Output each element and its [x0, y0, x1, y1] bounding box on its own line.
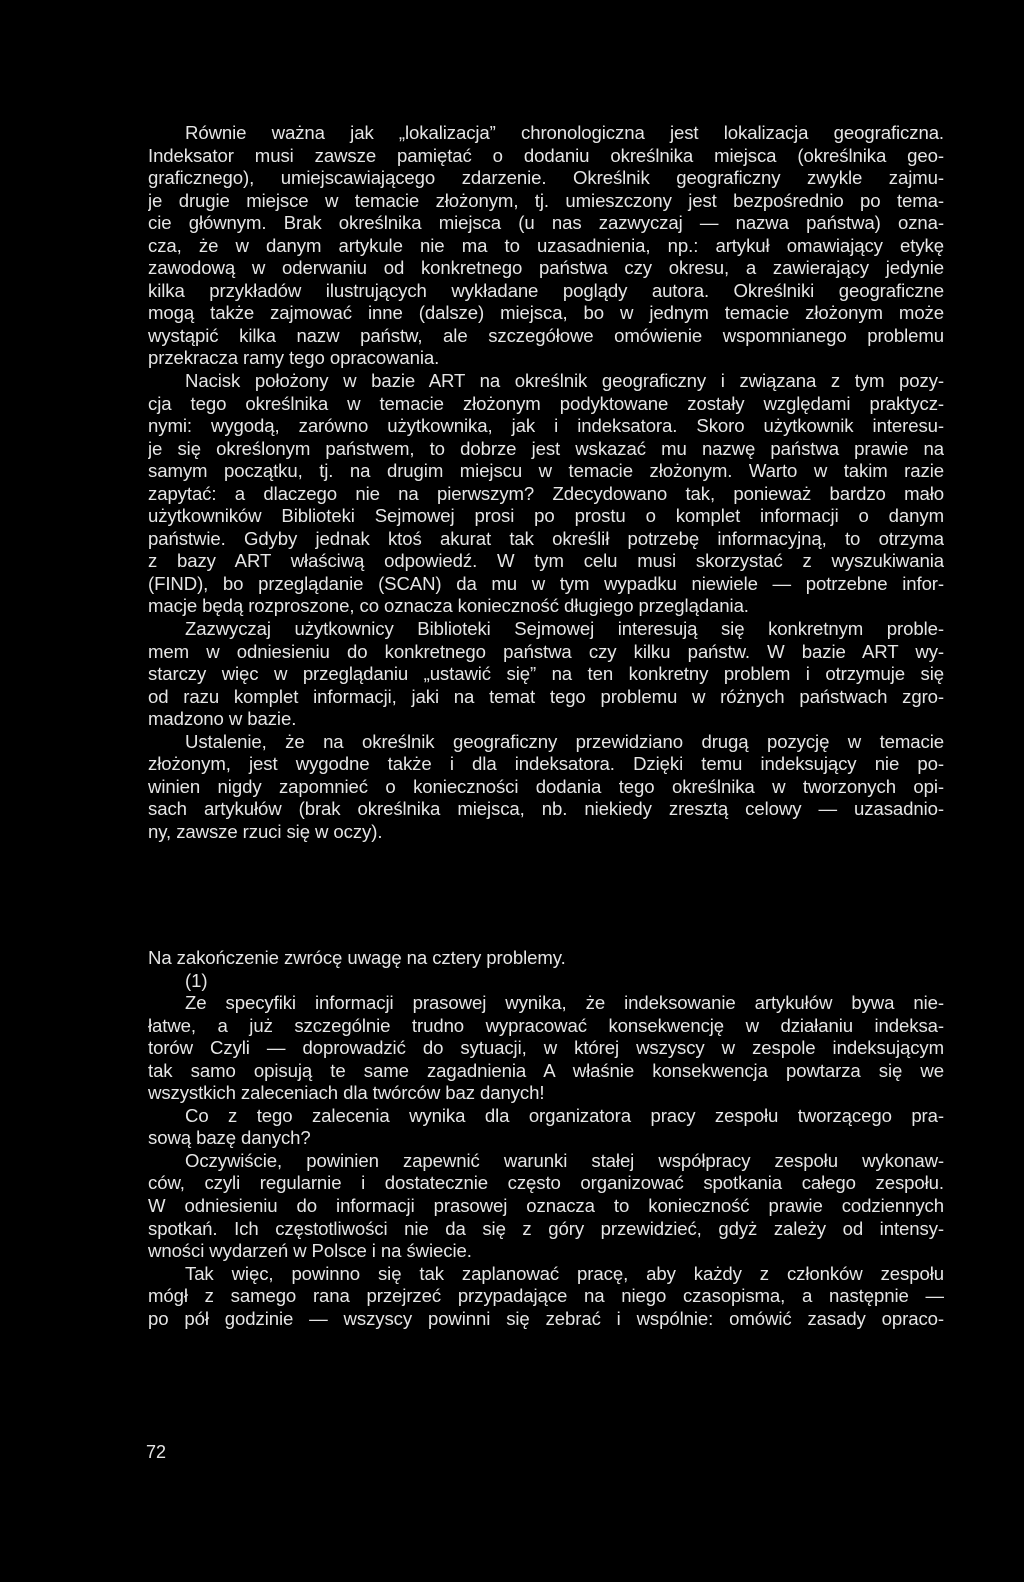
text-line: cza, że w danym artykule nie ma to uzasadnienia, np.: artykuł omawiający etykę — [148, 234, 944, 256]
text-line: kilka przykładów ilustrujących wykładane poglądy autora. Określniki geograficzne — [148, 279, 944, 301]
text-line: cie głównym. Brak określnika miejsca (u nas zazwyczaj — nazwa państwa) ozna- — [148, 212, 944, 234]
text-line: sach artykułów (brak określnika miejsca, nb. niekiedy zresztą celowy — uzasadnio- — [148, 798, 944, 820]
text-line: Na zakończenie zwrócę uwagę na cztery problemy. — [148, 947, 566, 968]
text-line: z bazy ART właściwą odpowiedź. W tym celu musi skorzystać z wyszukiwania — [148, 550, 944, 572]
text-line: tak samo opisują te same zagadnienia A właśnie konsekwencja powtarza się we — [148, 1059, 944, 1081]
text-line: Co z tego zalecenia wynika dla organizatora pracy zespołu tworzącego pra- — [185, 1104, 944, 1126]
text-line: Ustalenie, że na określnik geograficzny przewidziano drugą pozycję w temacie — [185, 730, 944, 752]
text-line: zawodową w oderwaniu od konkretnego państwa czy okresu, a zawierający jedynie — [148, 257, 944, 279]
text-line: samym początku, tj. na drugim miejscu w temacie złożonym. Warto w takim razie — [148, 460, 944, 482]
text-line: (1) — [185, 969, 208, 991]
text-line: łatwe, a już szczególnie trudno wypracować konsekwencję w działaniu indeksa- — [148, 1014, 944, 1036]
text-line: sową bazę danych? — [148, 1127, 311, 1149]
text-line: zapytać: a dlaczego nie na pierwszym? Zdecydowano tak, ponieważ bardzo mało — [148, 482, 944, 504]
text-line: spotkań. Ich częstotliwości nie da się z góry przewidzieć, gdyż zależy od intensy- — [148, 1217, 944, 1239]
text-line: Zazwyczaj użytkownicy Biblioteki Sejmowej interesują się konkretnym proble- — [185, 618, 944, 640]
text-line: starczy więc w przeglądaniu „ustawić się” na ten konkretny problem i otrzymuje się — [148, 663, 944, 685]
text-line: ny, zawsze rzuci się w oczy). — [148, 820, 383, 842]
text-line: Ze specyfiki informacji prasowej wynika, że indeksowanie artykułów bywa nie- — [185, 992, 944, 1014]
text-line: nymi: wygodą, zarówno użytkownika, jak i indeksatora. Skoro użytkownik interesu- — [148, 415, 944, 437]
text-line: mem w odniesieniu do konkretnego państwa czy kilku państw. W bazie ART wy- — [148, 640, 944, 662]
body-text-main — [148, 122, 944, 844]
text-line: wności wydarzeń w Polsce i na świecie. — [148, 1240, 472, 1262]
text-line: torów Czyli — doprowadzić do sytuacji, w której wszyscy w zespole indeksującym — [148, 1037, 944, 1059]
text-line: je drugie miejsce w temacie złożonym, tj. umieszczony jest bezpośrednio po tema- — [148, 189, 944, 211]
text-line: po pół godzinie — wszyscy powinni się zebrać i wspólnie: omówić zasady opraco- — [148, 1307, 944, 1329]
text-line: Równie ważna jak „lokalizacja” chronologiczna jest lokalizacja geograficzna. — [185, 122, 944, 143]
body-text-closing — [148, 947, 944, 1330]
text-line: graficznego), umiejscawiającego zdarzenie. Określnik geograficzny zwykle zajmu- — [148, 167, 944, 189]
text-line: cja tego określnika w temacie złożonym podyktowane zostały względami praktycz- — [148, 392, 944, 414]
text-line: użytkowników Biblioteki Sejmowej prosi po prostu o komplet informacji o danym — [148, 505, 944, 527]
text-line: przekracza ramy tego opracowania. — [148, 347, 440, 369]
text-line: od razu komplet informacji, jaki na temat tego problemu w różnych państwach zgro- — [148, 685, 944, 707]
text-line: wszystkich zaleceniach dla twórców baz danych! — [148, 1082, 545, 1104]
text-line: państwie. Gdyby jednak ktoś akurat tak określił potrzebę informacyjną, to otrzyma — [148, 527, 944, 549]
text-line: winien nigdy zapomnieć o konieczności dodania tego określnika w tworzonych opi- — [148, 775, 944, 797]
page-number: 72 — [146, 1442, 167, 1462]
text-line: macje będą rozproszone, co oznacza konieczność długiego przeglądania. — [148, 595, 749, 617]
text-line: Nacisk położony w bazie ART na określnik geograficzny i związana z tym pozy- — [185, 370, 944, 392]
text-line: wystąpić kilka nazw państw, ale szczegółowe omówienie wspomnianego problemu — [148, 324, 944, 346]
text-line: mógł z samego rana przejrzeć przypadające na niego czasopisma, a następnie — — [148, 1285, 944, 1307]
text-line: (FIND), bo przeglądanie (SCAN) da mu w tym wypadku niewiele — potrzebne infor- — [148, 572, 944, 594]
text-line: złożonym, jest wygodne także i dla indeksatora. Dzięki temu indeksujący nie po- — [148, 753, 944, 775]
text-line: madzono w bazie. — [148, 708, 297, 730]
text-line: W odniesieniu do informacji prasowej oznacza to konieczność prawie codziennych — [148, 1195, 944, 1217]
text-line: Oczywiście, powinien zapewnić warunki stałej współpracy zespołu wykonaw- — [185, 1149, 944, 1171]
text-line: Indeksator musi zawsze pamiętać o dodaniu określnika miejsca (określnika geo- — [148, 144, 944, 166]
text-line: je się określonym państwem, to dobrze jest wskazać mu nazwę państwa prawie na — [148, 437, 944, 459]
text-line: ców, czyli regularnie i dostatecznie często organizować spotkania całego zespołu. — [148, 1172, 944, 1194]
text-line: Tak więc, powinno się tak zaplanować pracę, aby każdy z członków zespołu — [185, 1262, 944, 1284]
text-line: mogą także zajmować inne (dalsze) miejsca, bo w jednym temacie złożonym może — [148, 302, 944, 324]
